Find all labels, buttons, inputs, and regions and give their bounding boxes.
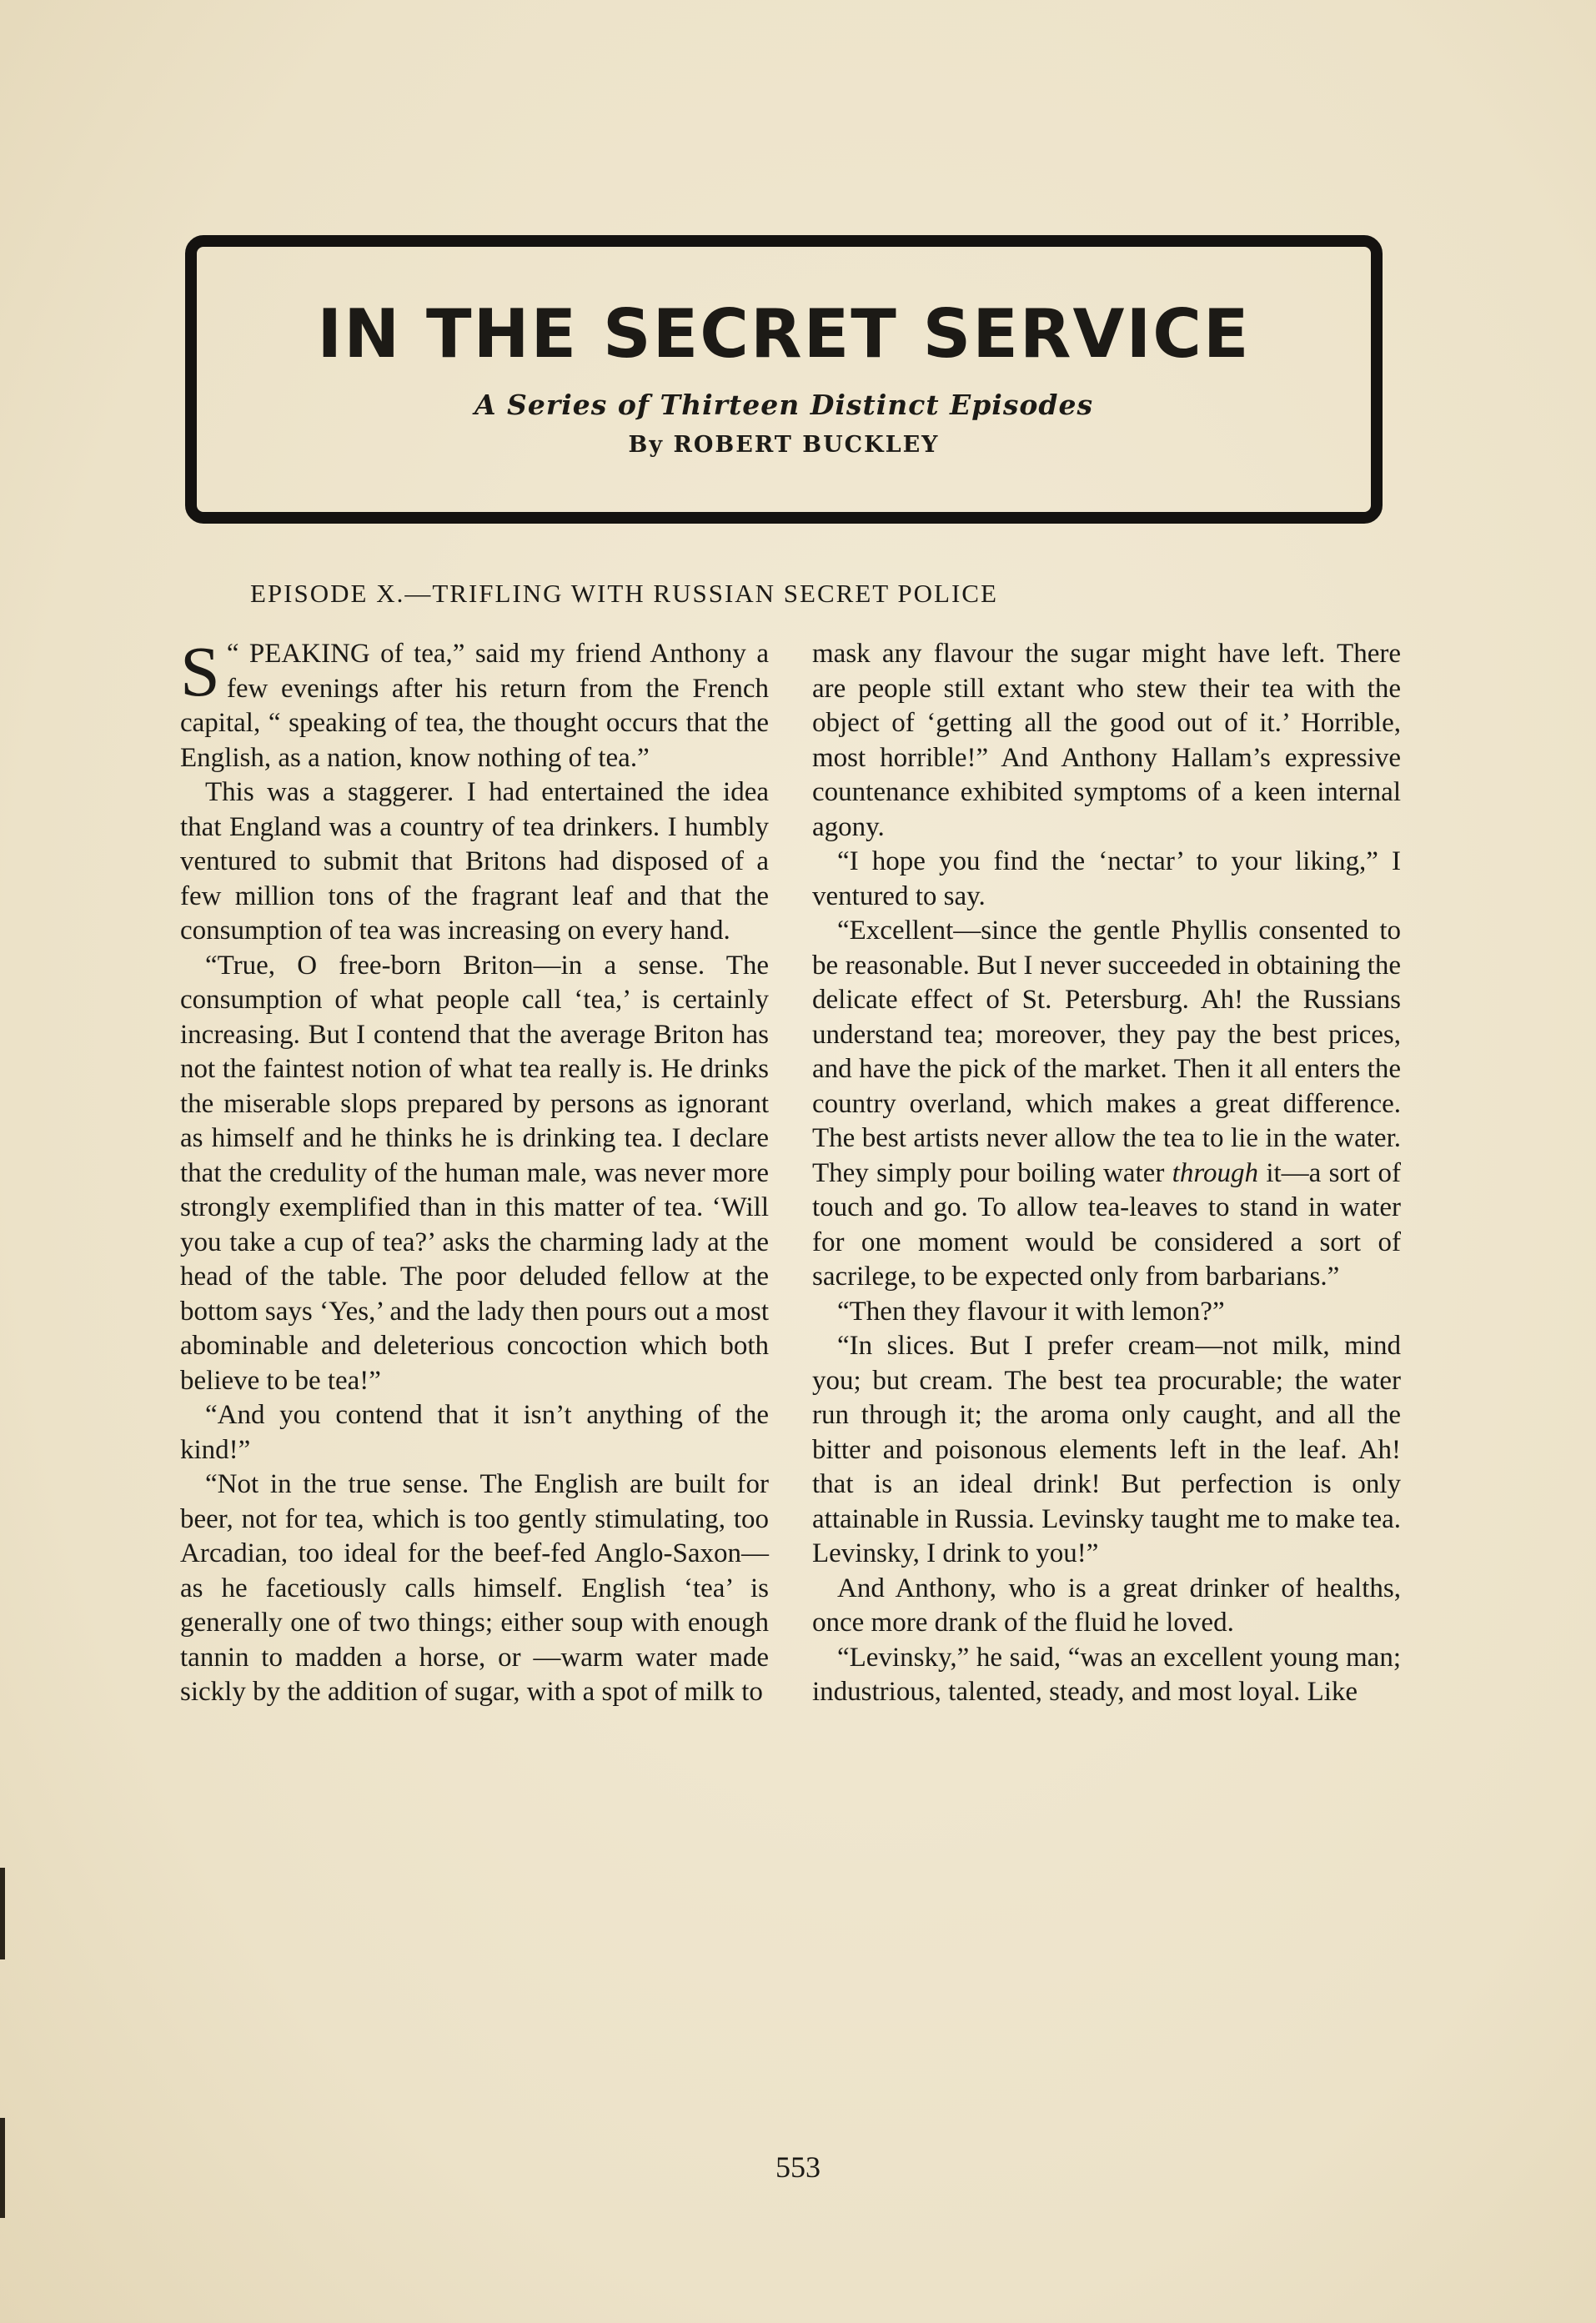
paragraph-text: PEAKING of tea,” said my friend Anthony a few evenings after his return from the French capital, “ speaking of tea, the thought occurs that the English, as a nation, know nothing of tea.” <box>180 639 769 773</box>
paragraph: “True, O free-born Briton—in a sense. The consumption of what people call ‘tea,’ is certainly increasing. But I contend that the average Briton has not the faintest notion of what tea really is. He drinks the miserable slops prepared by persons as ignorant as himself and he thinks he is drinking tea. I declare that the credulity of the human male, was never more strongly exemplified than in this matter of tea. ‘Will you take a cup of tea?’ asks the charming lady at the head of the table. The poor deluded fellow at the bottom says ‘Yes,’ and the lady then pours out a most abominable and deleterious concoction which both believe to be tea!” <box>180 950 769 1396</box>
text-column-right <box>812 637 1401 1710</box>
article-subtitle: A Series of Thirteen Distinct Episodes <box>474 389 1094 421</box>
page-number: 553 <box>775 2150 821 2184</box>
drop-cap: S <box>180 631 220 711</box>
paragraph: “Then they flavour it with lemon?” <box>837 1296 1225 1327</box>
paragraph <box>812 914 1401 1295</box>
paragraph: “Not in the true sense. The English are built for beer, not for tea, which is too gently stimulating, too Arcadian, too ideal for the beef-fed Anglo-Saxon—as he facetiously calls himself. English ‘tea’ is generally one of two things; either soup with enough tannin to madden a horse, or —warm water made sickly by the addition of sugar, with a spot of milk to <box>180 1469 769 1707</box>
paragraph: “Levinsky,” he said, “was an excellent young man; industrious, talented, steady, and most loyal. Like <box>812 1642 1401 1707</box>
text-column-left <box>180 631 769 1710</box>
article-title: IN THE SECRET SERVICE <box>317 295 1251 373</box>
open-quote: “ <box>226 639 249 669</box>
article-byline: By ROBERT BUCKLEY <box>628 432 940 458</box>
binding-edge-mark <box>0 1868 5 1959</box>
paragraph: mask any flavour the sugar might have left. There are people still extant who stew their tea with the object of ‘getting all the good out of it.’ Horrible, most horrible!” And Anthony Hallam’s expressive countenance exhibited symptoms of a keen internal agony. <box>812 639 1401 842</box>
paragraph: “And you contend that it isn’t anything of the kind!” <box>180 1400 769 1465</box>
italic-word: through <box>1172 1157 1258 1188</box>
paragraph <box>180 631 769 775</box>
title-frame <box>185 235 1383 524</box>
paragraph: And Anthony, who is a great drinker of healths, once more drank of the fluid he loved. <box>812 1573 1401 1638</box>
episode-heading: EPISODE X.—TRIFLING WITH RUSSIAN SECRET POLICE <box>250 579 998 608</box>
paragraph-text: “Excellent—since the gentle Phyllis consented to be reasonable. But I never succeeded in obtaining the delicate effect of St. Petersburg. Ah! the Russians understand tea; moreover, they pay the best prices, and have the pick of the market. Then it all enters the country overland, which makes a great difference. The best artists never allow the tea to lie in the water. They simply pour boiling water <box>812 916 1401 1188</box>
paragraph-text: it—a sort of touch and go. To allow tea-leaves to stand in water for one moment would be considered a sort of sacrilege, to be expected only from barbarians.” <box>812 1157 1401 1292</box>
paragraph: “I hope you find the ‘nectar’ to your liking,” I ventured to say. <box>812 846 1401 911</box>
paragraph: This was a staggerer. I had entertained the idea that England was a country of tea drinkers. I humbly ventured to submit that Britons had disposed of a few million tons of the fragrant leaf and that the consumption of tea was increasing on every hand. <box>180 777 769 946</box>
binding-edge-mark <box>0 2118 5 2218</box>
paragraph: “In slices. But I prefer cream—not milk, mind you; but cream. The best tea procurable; the water run through it; the aroma only caught, and all the bitter and poisonous elements left in the leaf. Ah! that is an ideal drink! But perfection is only attainable in Russia. Levinsky taught me to make tea. Levinsky, I drink to you!” <box>812 1331 1401 1568</box>
